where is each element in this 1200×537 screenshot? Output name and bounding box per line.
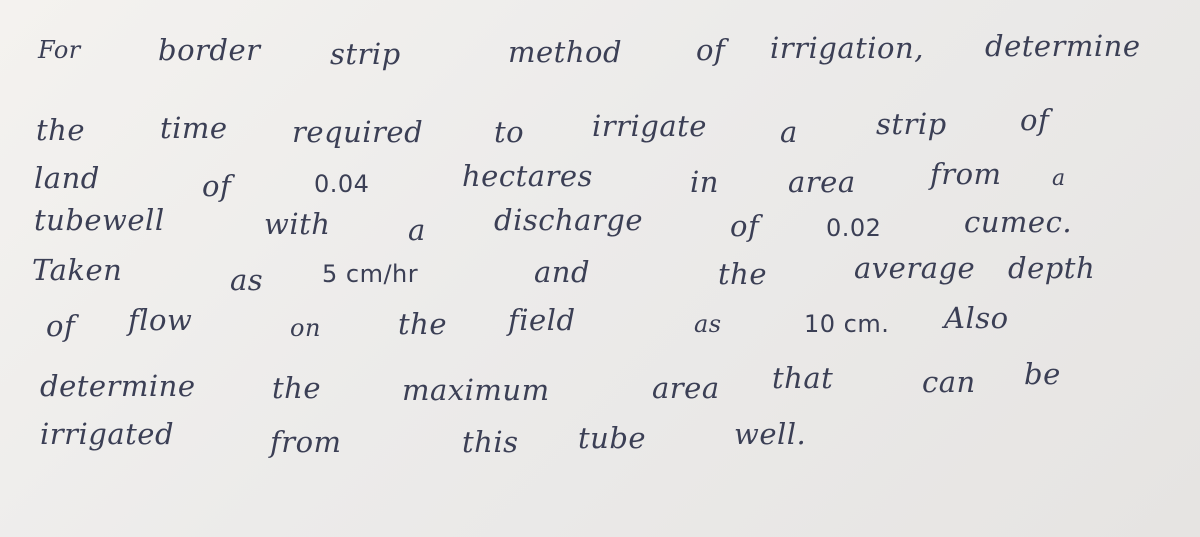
word: tube [578,421,647,455]
word: in [690,165,719,199]
word: maximum [402,373,550,407]
word: area [652,371,720,405]
word: For [38,36,81,64]
word: determine [985,29,1141,63]
word: strip [876,107,947,141]
word: a [408,213,426,247]
word: from [930,157,1002,191]
word: irrigation, [770,31,924,65]
word: irrigated [40,417,175,451]
word: time [160,111,228,145]
word: the [718,257,767,291]
word: this [462,425,519,459]
word: determine [40,369,196,403]
word: discharge [494,203,644,237]
word: irrigate [592,109,707,143]
word: be [1024,357,1061,391]
word: of [730,209,760,243]
word: depth [1008,251,1096,285]
word: can [922,365,976,399]
word: average [854,251,976,285]
word: with [264,207,331,241]
word: the [36,113,85,147]
word: 0.04 [314,170,370,198]
word: of [202,169,232,203]
word: of [1020,103,1050,137]
word: of [46,309,76,343]
word: on [290,314,321,342]
word: tubewell [34,203,165,237]
word: required [292,115,424,149]
word: field [508,303,576,337]
word: land [34,161,100,195]
word: the [272,371,321,405]
word: border [158,33,261,67]
word: 0.02 [826,214,882,242]
word: a [1052,166,1066,191]
word: Taken [32,253,123,287]
word: Also [944,301,1009,335]
word: strip [330,37,401,71]
word: area [788,165,856,199]
word: well. [734,417,807,451]
word: of [696,33,726,67]
word: that [772,361,834,395]
word: flow [128,303,193,337]
word: and [534,255,591,289]
word: from [270,425,342,459]
word: 10 cm. [804,310,890,338]
word: method [508,35,623,69]
word: cumec. [964,205,1073,239]
word: to [494,115,525,149]
word: a [780,115,798,149]
word: as [230,263,264,297]
word: 5 cm/hr [322,260,419,288]
word: hectares [462,159,593,193]
word: as [694,310,722,338]
word: the [398,307,447,341]
